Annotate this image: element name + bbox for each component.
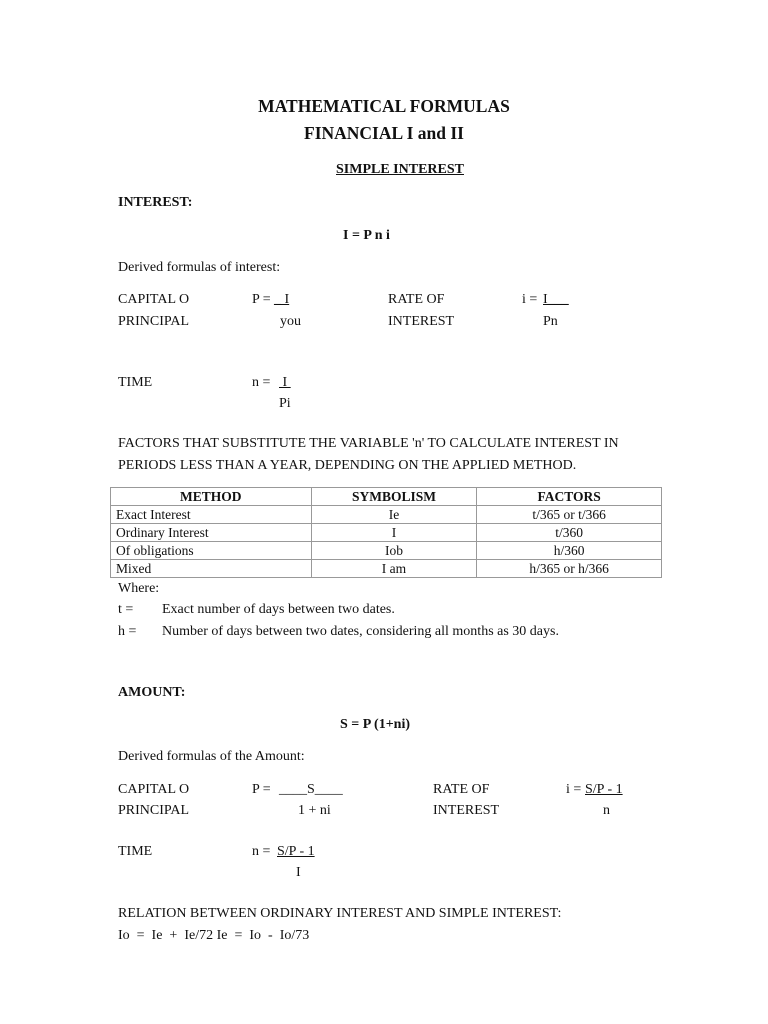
amount-rate-numerator: S/P - 1 xyxy=(585,782,623,797)
table-cell-symbolism: I am xyxy=(311,560,477,578)
amount-formula: S = P (1+ni) xyxy=(340,717,411,732)
factors-paragraph-line2: PERIODS LESS THAN A YEAR, DEPENDING ON THE APPLIED METHOD. xyxy=(118,458,577,473)
table-cell-method: Of obligations xyxy=(111,542,312,560)
where-label: Where: xyxy=(118,581,160,596)
amount-capital-denominator: 1 + ni xyxy=(298,803,331,818)
table-cell-symbolism: I xyxy=(311,524,477,542)
interest-rate-numerator: I___ xyxy=(543,292,569,307)
interest-time-numerator: I xyxy=(279,375,291,390)
methods-table xyxy=(110,487,662,578)
amount-derived-label: Derived formulas of the Amount: xyxy=(118,749,305,764)
interest-time-denominator: Pi xyxy=(279,396,291,411)
table-cell-factors: h/360 xyxy=(477,542,662,560)
factors-paragraph-line1: FACTORS THAT SUBSTITUTE THE VARIABLE 'n' TO CALCULATE INTEREST IN xyxy=(118,436,619,451)
where-t-symbol: t = xyxy=(118,602,134,617)
interest-rate-label-line1: RATE OF xyxy=(388,292,445,307)
table-row xyxy=(111,560,662,578)
table-cell-factors: t/360 xyxy=(477,524,662,542)
table-cell-method: Ordinary Interest xyxy=(111,524,312,542)
relation-formula: Io = Ie + Ie/72 Ie = Io - Io/73 xyxy=(118,928,310,943)
amount-rate-denominator: n xyxy=(603,803,610,818)
table-cell-method: Mixed xyxy=(111,560,312,578)
interest-rate-equals: i = xyxy=(522,292,538,307)
table-header-row xyxy=(111,488,662,506)
where-t-description: Exact number of days between two dates. xyxy=(162,602,395,617)
where-h-description: Number of days between two dates, considering all months as 30 days. xyxy=(162,624,559,639)
table-cell-factors: h/365 or h/366 xyxy=(477,560,662,578)
section-heading-simple-interest: SIMPLE INTEREST xyxy=(336,162,464,177)
table-header-method: METHOD xyxy=(111,488,312,506)
table-cell-method: Exact Interest xyxy=(111,506,312,524)
amount-capital-equals: P = xyxy=(252,782,271,797)
amount-time-label: TIME xyxy=(118,844,153,859)
amount-capital-numerator: ____S____ xyxy=(279,782,343,797)
table-header-symbolism: SYMBOLISM xyxy=(311,488,477,506)
interest-time-equals: n = xyxy=(252,375,271,390)
interest-capital-equals: P = xyxy=(252,292,271,307)
amount-time-denominator: I xyxy=(296,865,301,880)
document-title-line1: MATHEMATICAL FORMULAS xyxy=(258,96,510,116)
amount-rate-label-line2: INTEREST xyxy=(433,803,500,818)
interest-rate-denominator: Pn xyxy=(543,314,558,329)
interest-rate-label-line2: INTEREST xyxy=(388,314,455,329)
amount-capital-label-line1: CAPITAL O xyxy=(118,782,190,797)
interest-time-label: TIME xyxy=(118,375,153,390)
amount-heading: AMOUNT: xyxy=(118,685,186,700)
table-cell-symbolism: Iob xyxy=(311,542,477,560)
where-h-symbol: h = xyxy=(118,624,137,639)
interest-capital-label-line2: PRINCIPAL xyxy=(118,314,190,329)
amount-time-numerator: S/P - 1 xyxy=(277,844,315,859)
interest-capital-denominator: you xyxy=(280,314,301,329)
table-row xyxy=(111,542,662,560)
table-header-factors: FACTORS xyxy=(477,488,662,506)
amount-time-equals: n = xyxy=(252,844,271,859)
amount-rate-equals: i = xyxy=(566,782,582,797)
document-title-line2: FINANCIAL I and II xyxy=(304,123,464,143)
interest-derived-label: Derived formulas of interest: xyxy=(118,260,281,275)
interest-heading: INTEREST: xyxy=(118,195,193,210)
amount-rate-label-line1: RATE OF xyxy=(433,782,490,797)
interest-formula: I = P n i xyxy=(343,228,390,243)
relation-heading: RELATION BETWEEN ORDINARY INTEREST AND SIMPLE INTEREST: xyxy=(118,906,562,921)
interest-capital-numerator: _ I xyxy=(274,292,290,307)
table-cell-factors: t/365 or t/366 xyxy=(477,506,662,524)
table-row xyxy=(111,524,662,542)
interest-capital-label-line1: CAPITAL O xyxy=(118,292,190,307)
table-row xyxy=(111,506,662,524)
table-cell-symbolism: Ie xyxy=(311,506,477,524)
amount-capital-label-line2: PRINCIPAL xyxy=(118,803,190,818)
